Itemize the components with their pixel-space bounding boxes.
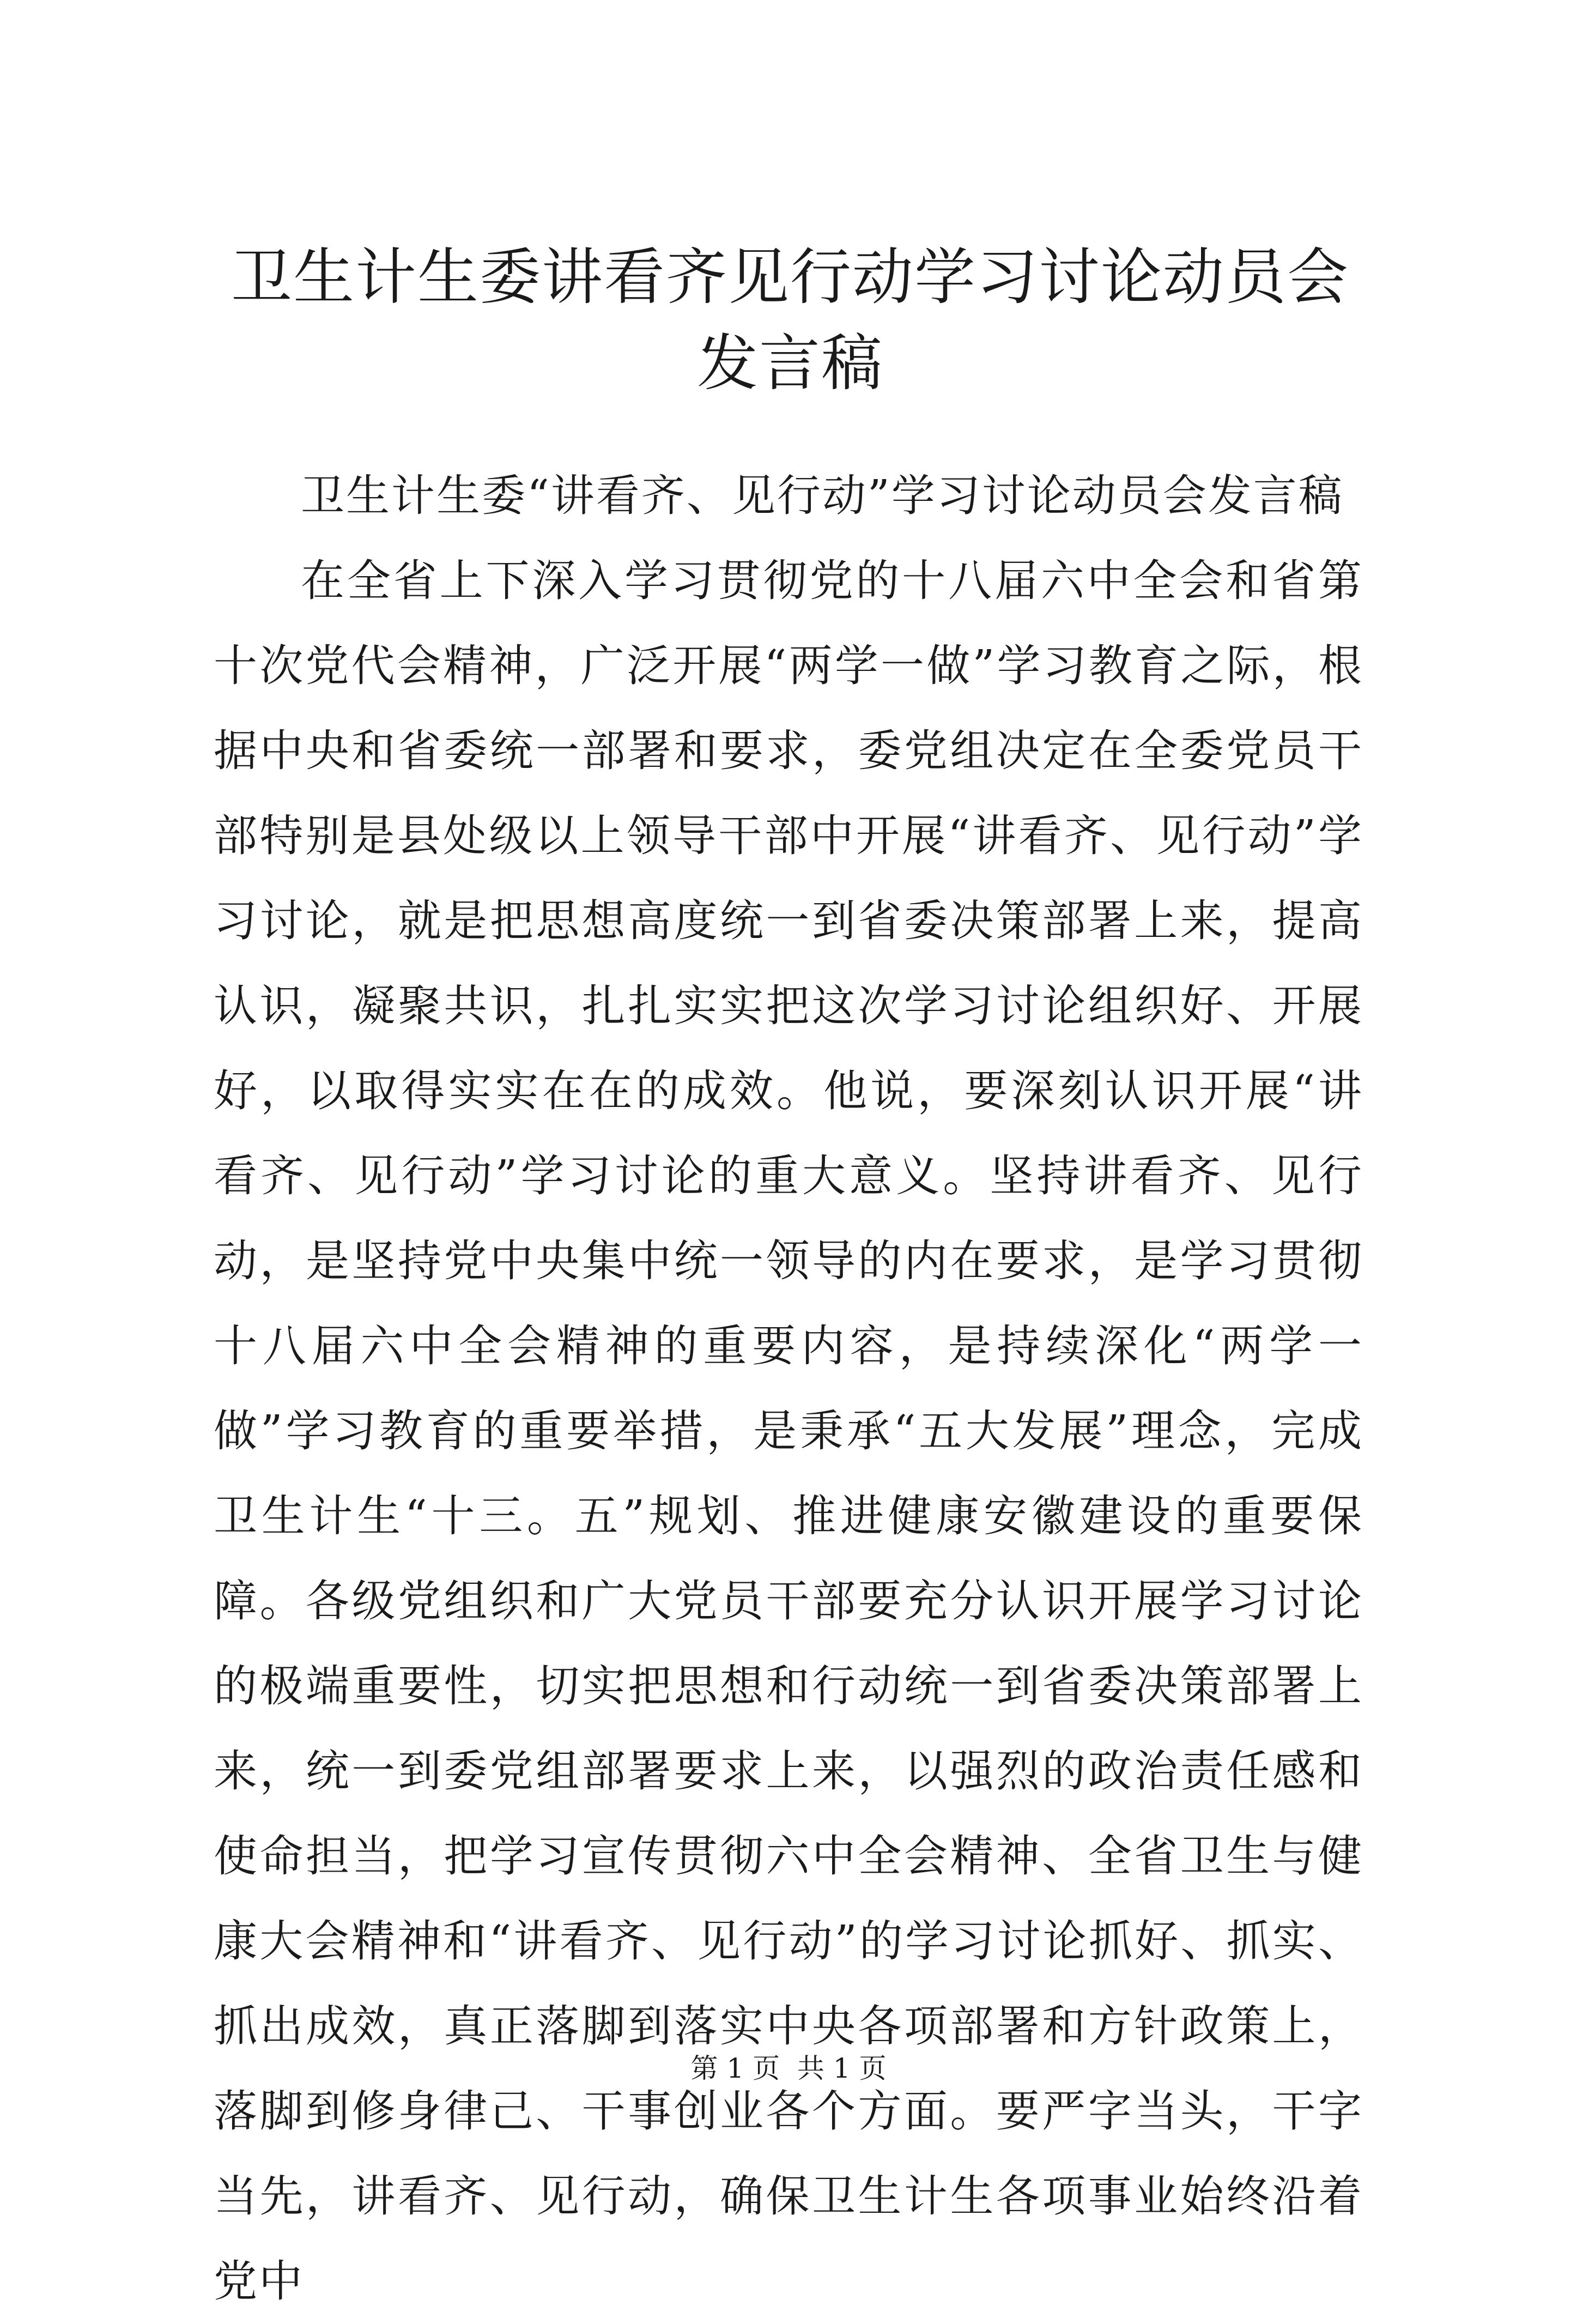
document-title: 卫生计生委讲看齐见行动学习讨论动员会发言稿 (231, 242, 1349, 399)
body-paragraph: 在全省上下深入学习贯彻党的十八届六中全会和省第十次党代会精神，广泛开展“两学一做”学习教育之际，根据中央和省委统一部署和要求，委党组决定在全委党员干部特别是县处级以上领导干部中开展“讲看齐、见行动”学习讨论，就是把思想高度统一到省委决策部署上来，提高认识，凝聚共识，扎扎实实把这次学习讨论组织好、开展好，以取得实实在在的成效。他说，要深刻认识开展“讲看齐、见行动”学习讨论的重大意义。坚持讲看齐、见行动，是坚持党中央集中统一领导的内在要求，是学习贯彻十八届六中全会精神的重要内容，是持续深化“两学一做”学习教育的重要举措，是秉承“五大发展”理念，完成卫生计生“十三。五”规划、推进健康安徽建设的重要保障。各级党组织和广大党员干部要充分认识开展学习讨论的极端重要性，切实把思想和行动统一到省委决策部署上来，统一到委党组部署要求上来，以强烈的政治责任感和使命担当，把学习宣传贯彻六中全会精神、全省卫生与健康大会精神和“讲看齐、见行动”的学习讨论抓好、抓实、抓出成效，真正落脚到落实中央各项部署和方针政策上，落脚到修身律己、干事创业各个方面。要严字当头，干字当先，讲看齐、见行动，确保卫生计生各项事业始终沿着党中 (214, 555, 1363, 2307)
page-total: 共 1 页 (797, 2053, 887, 2084)
page-footer (0, 2049, 1577, 2087)
subtitle-paragraph: 卫生计生委“讲看齐、见行动”学习讨论动员会发言稿 (301, 470, 1344, 521)
page-number: 第 1 页 (690, 2053, 780, 2084)
document-body (214, 453, 1363, 2324)
